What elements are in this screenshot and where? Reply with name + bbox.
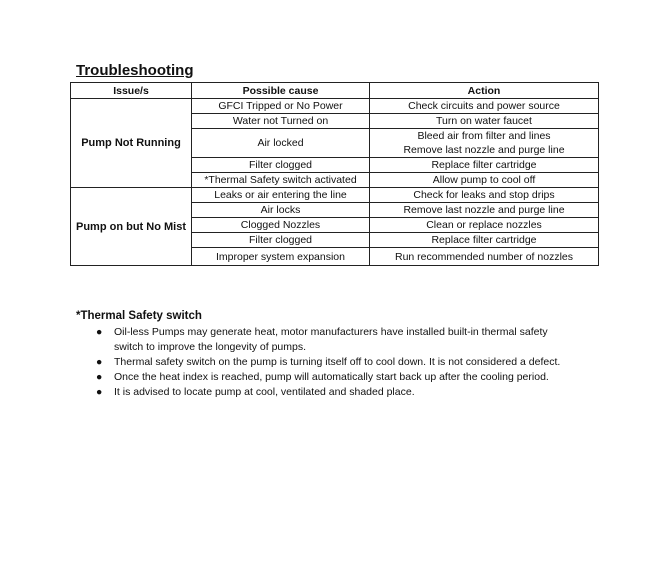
header-issue: Issue/s — [71, 83, 192, 99]
issue-cell: Pump Not Running — [71, 99, 192, 188]
header-action: Action — [370, 83, 599, 99]
action-cell: Turn on water faucet — [370, 114, 599, 129]
list-item — [76, 325, 574, 354]
action-cell: Bleed air from filter and lines — [370, 129, 599, 144]
action-cell: Allow pump to cool off — [370, 173, 599, 188]
action-cell: Remove last nozzle and purge line — [370, 203, 599, 218]
page-title: Troubleshooting — [76, 62, 194, 79]
cause-cell: Water not Turned on — [192, 114, 370, 129]
notes-title: *Thermal Safety switch — [76, 310, 202, 322]
cause-cell: Air locks — [192, 203, 370, 218]
action-cell: Run recommended number of nozzles — [370, 248, 599, 266]
cause-cell: Improper system expansion — [192, 248, 370, 266]
bullet-icon: ● — [96, 370, 103, 383]
cause-cell: GFCI Tripped or No Power — [192, 99, 370, 114]
cause-cell: Leaks or air entering the line — [192, 188, 370, 203]
bullet-icon: ● — [96, 355, 103, 368]
table-row — [71, 99, 599, 114]
action-cell: Clean or replace nozzles — [370, 218, 599, 233]
header-possible-cause: Possible cause — [192, 83, 370, 99]
list-item-text: Once the heat index is reached, pump will automatically start back up after the cooling period. — [114, 370, 549, 383]
list-item-text: Oil-less Pumps may generate heat, motor manufacturers have installed built-in thermal safety switch to improve the longevity of pumps. — [114, 326, 548, 353]
action-cell: Check for leaks and stop drips — [370, 188, 599, 203]
cause-cell: Filter clogged — [192, 158, 370, 173]
list-item — [76, 355, 574, 370]
cause-cell: Air locked — [192, 129, 370, 158]
bullet-icon: ● — [96, 385, 103, 398]
table-header-row — [71, 83, 599, 99]
thermal-safety-notes — [76, 310, 574, 400]
cause-cell: *Thermal Safety switch activated — [192, 173, 370, 188]
list-item — [76, 370, 574, 385]
issue-cell: Pump on but No Mist — [71, 188, 192, 266]
table-row — [71, 188, 599, 203]
action-cell: Check circuits and power source — [370, 99, 599, 114]
cause-cell: Filter clogged — [192, 233, 370, 248]
troubleshooting-table — [70, 82, 599, 266]
list-item-text: Thermal safety switch on the pump is turning itself off to cool down. It is not considered a defect. — [114, 355, 561, 368]
action-cell: Replace filter cartridge — [370, 158, 599, 173]
list-item — [76, 385, 574, 400]
action-cell: Remove last nozzle and purge line — [370, 143, 599, 158]
bullet-icon: ● — [96, 326, 103, 338]
notes-list — [76, 325, 574, 399]
list-item-text: It is advised to locate pump at cool, ventilated and shaded place. — [114, 385, 415, 398]
action-cell: Replace filter cartridge — [370, 233, 599, 248]
cause-cell: Clogged Nozzles — [192, 218, 370, 233]
